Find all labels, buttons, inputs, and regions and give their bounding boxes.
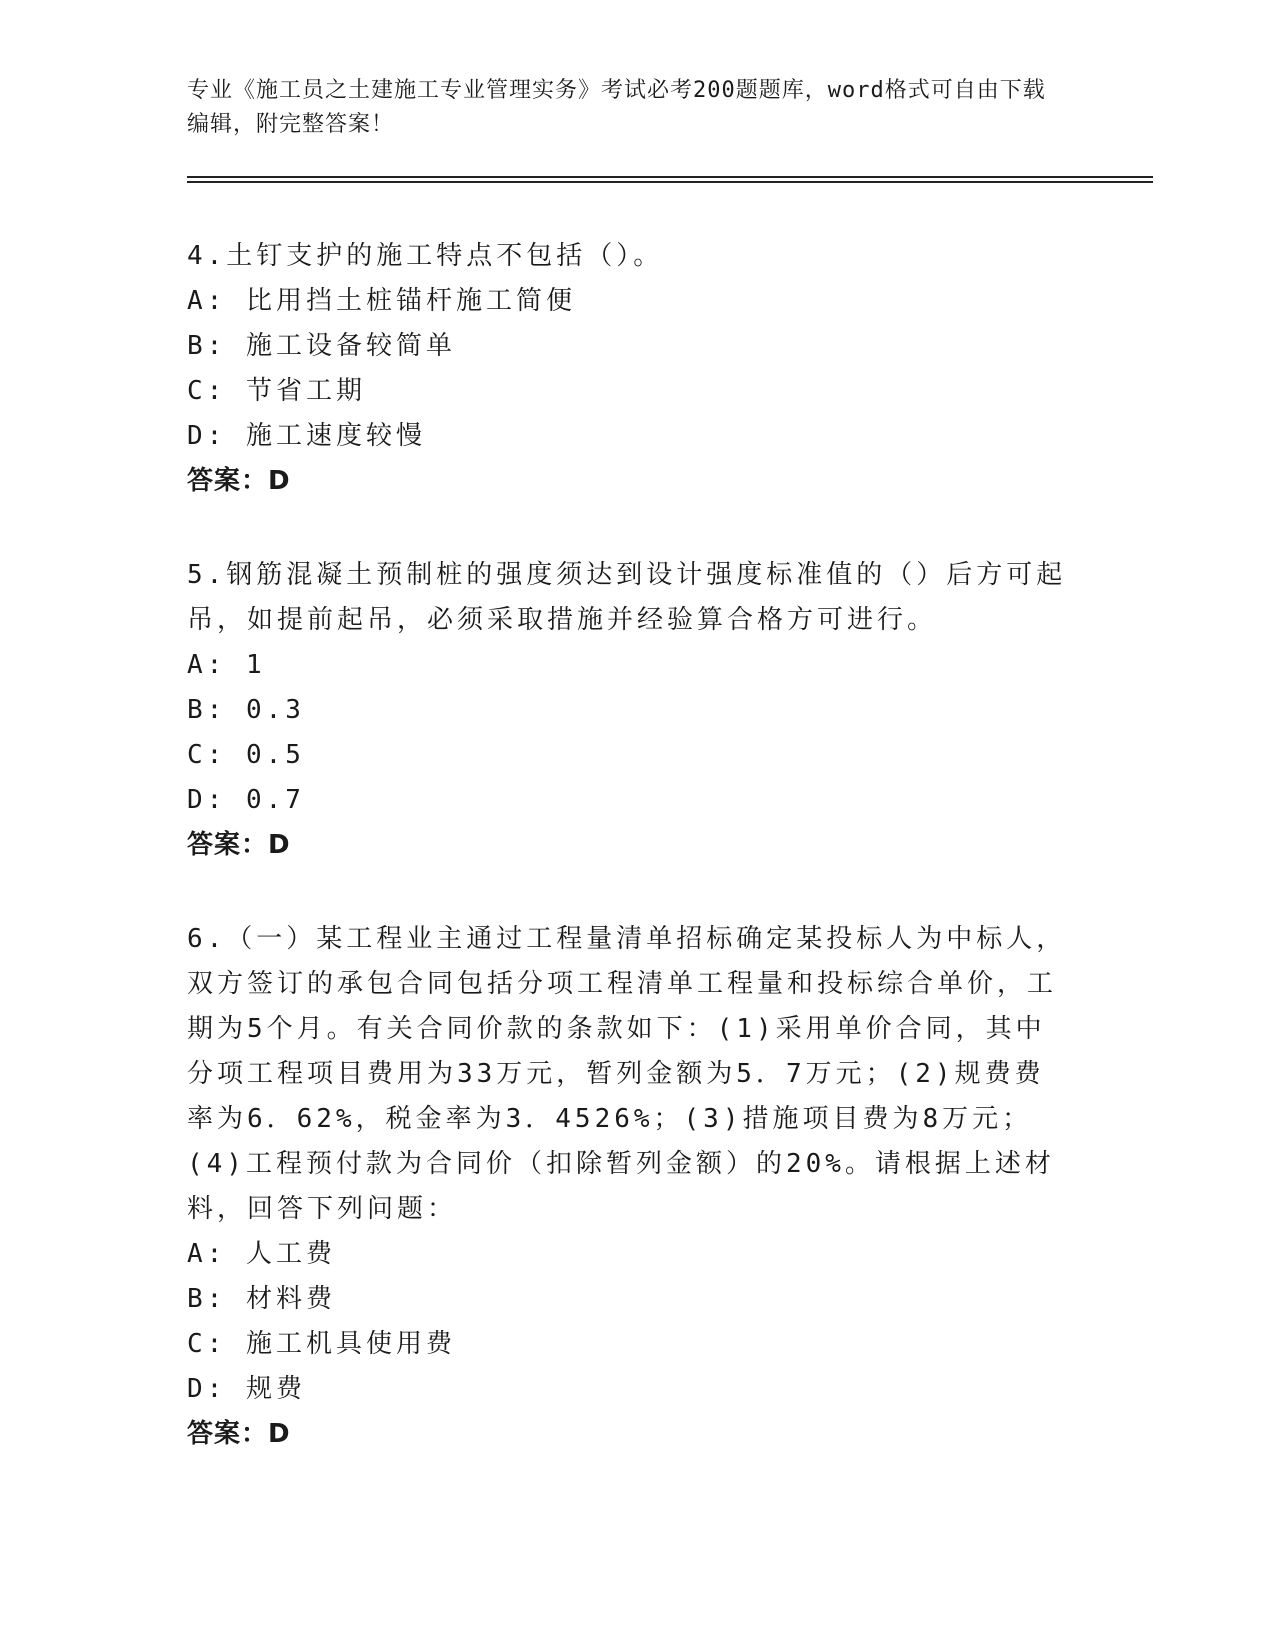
option-d: D: 规费 <box>187 1374 306 1404</box>
answer-line: 答案：D <box>187 466 291 496</box>
document-header <box>187 74 1067 142</box>
answer-line: 答案：D <box>187 1419 291 1449</box>
answer-line: 答案：D <box>187 830 291 860</box>
option-a: A: 1 <box>187 650 266 680</box>
option-a: A: 比用挡土桩锚杆施工简便 <box>187 286 576 316</box>
option-d: D: 施工速度较慢 <box>187 421 426 451</box>
question-5 <box>187 553 1067 868</box>
header-text: 专业《施工员之土建施工专业管理实务》考试必考200题题库，word格式可自由下载编辑，附完整答案！ <box>187 78 1046 137</box>
question-stem: 5.钢筋混凝土预制桩的强度须达到设计强度标准值的（）后方可起吊，如提前起吊，必须采取措施并经验算合格方可进行。 <box>187 560 1067 635</box>
option-a: A: 人工费 <box>187 1239 336 1269</box>
question-6 <box>187 917 1067 1457</box>
question-4 <box>187 234 1067 504</box>
option-d: D: 0.7 <box>187 785 305 815</box>
option-c: C: 施工机具使用费 <box>187 1329 456 1359</box>
option-b: B: 施工设备较简单 <box>187 331 456 361</box>
option-b: B: 0.3 <box>187 695 305 725</box>
header-divider-top <box>187 176 1153 178</box>
option-c: C: 节省工期 <box>187 376 366 406</box>
header-divider-bottom <box>187 181 1153 183</box>
option-c: C: 0.5 <box>187 740 305 770</box>
question-stem: 6.（一）某工程业主通过工程量清单招标确定某投标人为中标人，双方签订的承包合同包括分项工程清单工程量和投标综合单价，工期为5个月。有关合同价款的条款如下：(1)采用单价合同，其中分项工程项目费用为33万元，暂列金额为5．7万元；(2)规费费率为6．62%，税金率为3．4526%；(3)措施项目费为8万元；(4)工程预付款为合同价（扣除暂列金额）的20%。请根据上述材料，回答下列问题： <box>187 924 1067 1224</box>
question-stem: 4.土钉支护的施工特点不包括（）。 <box>187 241 664 271</box>
option-b: B: 材料费 <box>187 1284 336 1314</box>
